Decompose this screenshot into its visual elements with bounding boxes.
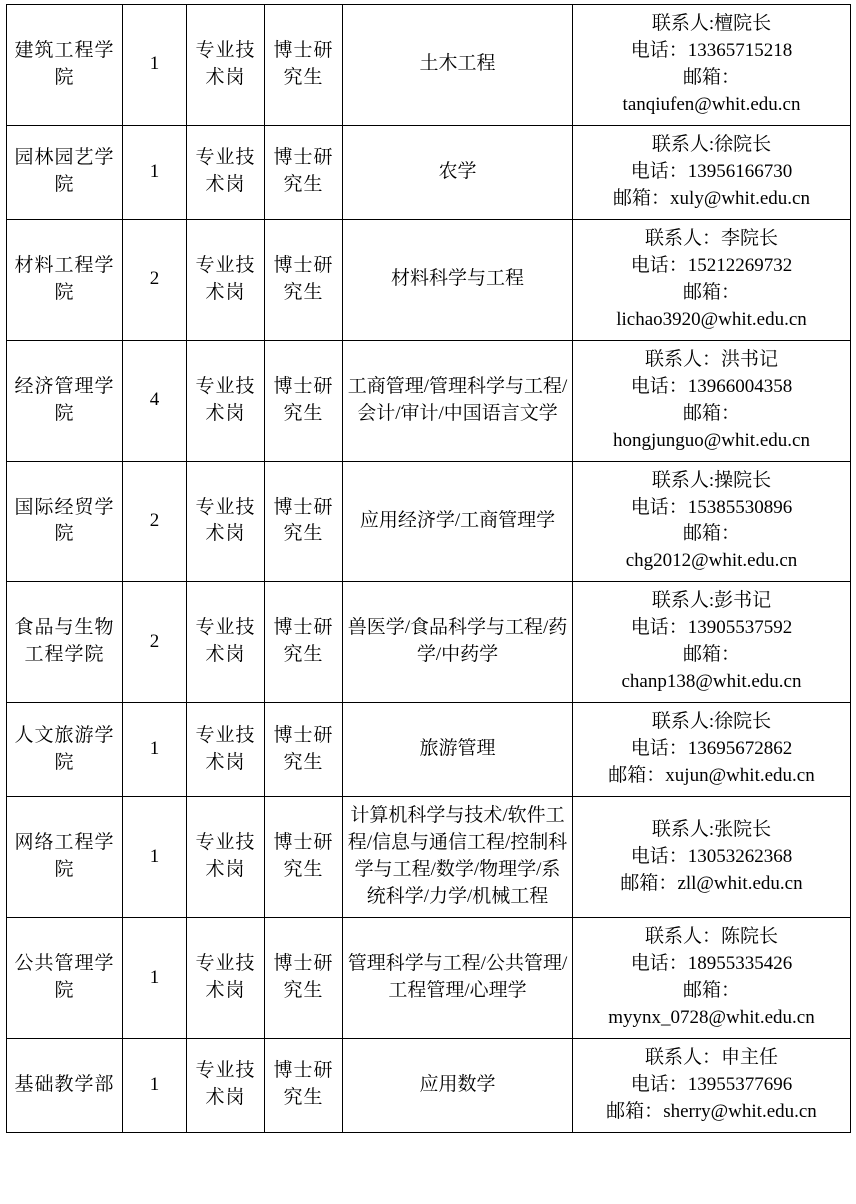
cell-major: 计算机科学与技术/软件工程/信息与通信工程/控制科学与工程/数学/物理学/系统科学/力学/机械工程 (343, 797, 573, 918)
contact-person: 联系人:彭书记 (651, 590, 772, 612)
cell-major: 管理科学与工程/公共管理/工程管理/心理学 (343, 918, 573, 1039)
contact-person: 联系人：李院长 (644, 227, 778, 249)
cell-degree: 博士研究生 (265, 703, 343, 797)
cell-headcount: 1 (123, 1038, 187, 1132)
contact-email: zll@whit.edu.cn (677, 872, 803, 894)
contact-email: chg2012@whit.edu.cn (625, 550, 798, 572)
cell-degree: 博士研究生 (265, 461, 343, 582)
contact-email-label: 邮箱： (620, 872, 678, 894)
table-row (7, 461, 851, 582)
contact-phone: 电话：13695672862 (630, 738, 793, 760)
contact-email-label: 邮箱： (608, 765, 666, 787)
cell-major: 旅游管理 (343, 703, 573, 797)
cell-headcount: 1 (123, 797, 187, 918)
cell-headcount: 4 (123, 340, 187, 461)
table-row (7, 125, 851, 219)
contact-person: 联系人:张院长 (651, 818, 772, 840)
cell-major: 应用数学 (343, 1038, 573, 1132)
cell-major: 材料科学与工程 (343, 219, 573, 340)
cell-major: 农学 (343, 125, 573, 219)
cell-department: 国际经贸学院 (7, 461, 123, 582)
cell-department: 材料工程学院 (7, 219, 123, 340)
cell-post-type: 专业技术岗 (187, 5, 265, 126)
contact-email-label: 邮箱： (682, 644, 740, 666)
contact-email-label: 邮箱： (682, 980, 740, 1001)
cell-degree: 博士研究生 (265, 5, 343, 126)
contact-phone: 电话：13955377696 (630, 1073, 793, 1095)
cell-department: 建筑工程学院 (7, 5, 123, 126)
cell-department: 食品与生物工程学院 (7, 582, 123, 703)
cell-degree: 博士研究生 (265, 582, 343, 703)
contact-email: lichao3920@whit.edu.cn (616, 308, 807, 330)
contact-email-label: 邮箱： (606, 1100, 664, 1122)
contact-phone: 电话：13053262368 (630, 845, 793, 867)
cell-contact (573, 918, 851, 1039)
cell-post-type: 专业技术岗 (187, 1038, 265, 1132)
contact-email-line (577, 186, 846, 213)
table-row (7, 582, 851, 703)
cell-major: 土木工程 (343, 5, 573, 126)
cell-post-type: 专业技术岗 (187, 219, 265, 340)
cell-contact (573, 125, 851, 219)
table-row (7, 219, 851, 340)
cell-major: 工商管理/管理科学与工程/会计/审计/中国语言文学 (343, 340, 573, 461)
contact-email-label: 邮箱： (682, 66, 740, 88)
contact-person: 联系人：陈院长 (644, 926, 778, 948)
contact-person: 联系人：申主任 (644, 1046, 778, 1068)
contact-email-label: 邮箱： (682, 523, 740, 545)
cell-contact (573, 461, 851, 582)
contact-phone: 电话：13966004358 (630, 375, 793, 397)
contact-email: sherry@whit.edu.cn (663, 1100, 817, 1122)
table-row (7, 797, 851, 918)
cell-headcount: 2 (123, 461, 187, 582)
cell-post-type: 专业技术岗 (187, 125, 265, 219)
cell-headcount: 1 (123, 125, 187, 219)
table-row (7, 1038, 851, 1132)
cell-contact (573, 5, 851, 126)
cell-post-type: 专业技术岗 (187, 797, 265, 918)
cell-post-type: 专业技术岗 (187, 703, 265, 797)
contact-person: 联系人:徐院长 (651, 133, 772, 155)
cell-post-type: 专业技术岗 (187, 340, 265, 461)
cell-contact (573, 219, 851, 340)
cell-department: 园林园艺学院 (7, 125, 123, 219)
cell-contact (573, 1038, 851, 1132)
cell-degree: 博士研究生 (265, 918, 343, 1039)
cell-post-type: 专业技术岗 (187, 461, 265, 582)
cell-degree: 博士研究生 (265, 797, 343, 918)
cell-contact (573, 340, 851, 461)
table-body (7, 5, 851, 1133)
contact-email: xuly@whit.edu.cn (670, 187, 810, 209)
contact-email-label: 邮箱： (682, 281, 740, 303)
cell-headcount: 1 (123, 918, 187, 1039)
contact-phone: 电话：13365715218 (630, 39, 793, 61)
cell-degree: 博士研究生 (265, 1038, 343, 1132)
cell-department: 人文旅游学院 (7, 703, 123, 797)
contact-person: 联系人:檀院长 (651, 13, 772, 34)
contact-email: xujun@whit.edu.cn (665, 765, 815, 787)
recruitment-table (6, 4, 851, 1133)
contact-phone: 电话：13905537592 (630, 617, 793, 639)
cell-contact (573, 703, 851, 797)
contact-email-line (577, 871, 846, 898)
table-row (7, 5, 851, 126)
cell-headcount: 2 (123, 582, 187, 703)
table-row (7, 918, 851, 1039)
contact-email-line (577, 1099, 846, 1126)
cell-degree: 博士研究生 (265, 219, 343, 340)
cell-department: 公共管理学院 (7, 918, 123, 1039)
contact-email: hongjunguo@whit.edu.cn (613, 429, 810, 451)
cell-post-type: 专业技术岗 (187, 582, 265, 703)
cell-department: 网络工程学院 (7, 797, 123, 918)
cell-degree: 博士研究生 (265, 125, 343, 219)
contact-email-label: 邮箱： (613, 187, 671, 209)
cell-department: 经济管理学院 (7, 340, 123, 461)
cell-degree: 博士研究生 (265, 340, 343, 461)
contact-email-line (577, 763, 846, 790)
cell-headcount: 2 (123, 219, 187, 340)
contact-email: chanp138@whit.edu.cn (621, 671, 802, 693)
cell-major: 应用经济学/工商管理学 (343, 461, 573, 582)
cell-major: 兽医学/食品科学与工程/药学/中药学 (343, 582, 573, 703)
contact-phone: 电话：18955335426 (630, 953, 793, 975)
cell-contact (573, 797, 851, 918)
contact-email: myynx_0728@whit.edu.cn (608, 1006, 815, 1028)
contact-email: tanqiufen@whit.edu.cn (622, 93, 801, 115)
contact-phone: 电话：15212269732 (630, 254, 793, 276)
cell-post-type: 专业技术岗 (187, 918, 265, 1039)
table-row (7, 703, 851, 797)
contact-email-label: 邮箱： (682, 402, 740, 424)
contact-person: 联系人:操院长 (651, 469, 772, 491)
cell-headcount: 1 (123, 703, 187, 797)
contact-person: 联系人：洪书记 (644, 348, 778, 370)
contact-phone: 电话：13956166730 (630, 160, 793, 182)
contact-phone: 电话：15385530896 (630, 496, 793, 518)
cell-contact (573, 582, 851, 703)
cell-department: 基础教学部 (7, 1038, 123, 1132)
cell-headcount: 1 (123, 5, 187, 126)
table-row (7, 340, 851, 461)
contact-person: 联系人:徐院长 (651, 711, 772, 733)
